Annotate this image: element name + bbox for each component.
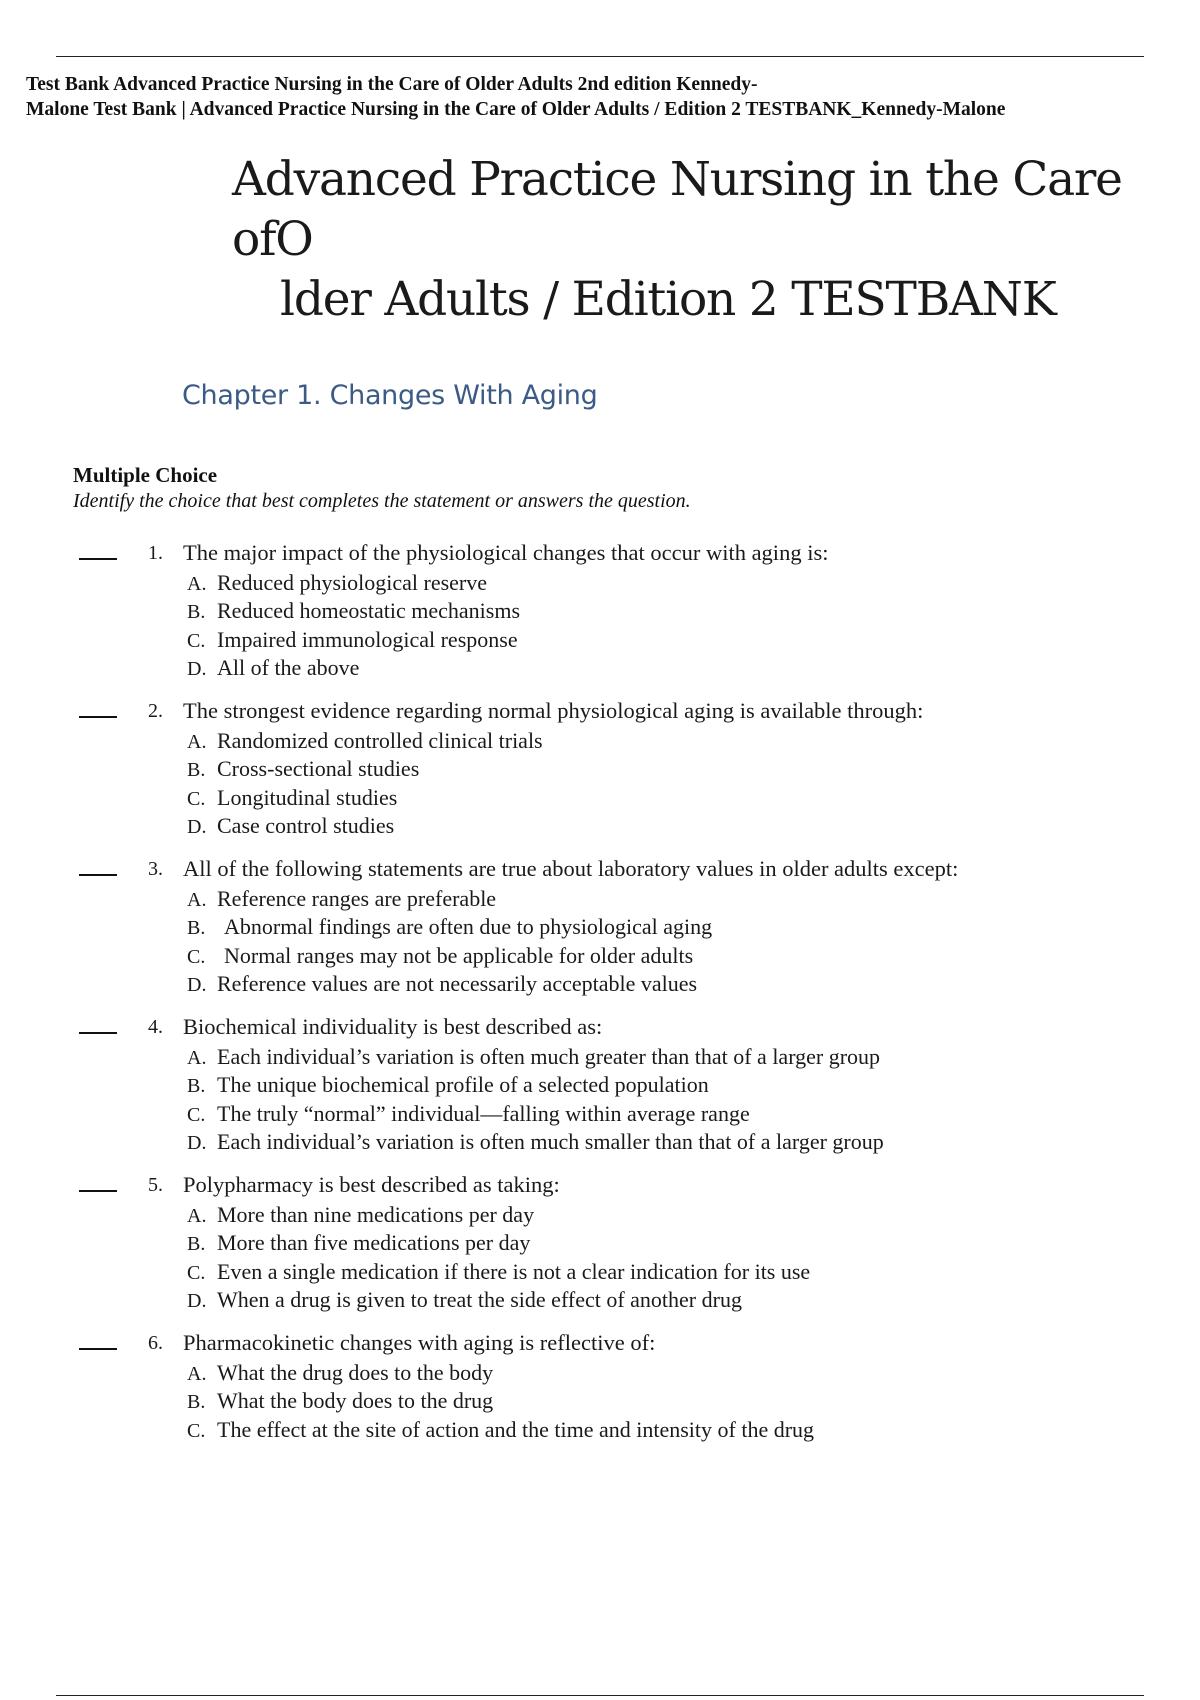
choice-letter: A.: [187, 1205, 207, 1227]
choice-letter: B.: [187, 1233, 206, 1256]
choice-text: When a drug is given to treat the side effect of another drug: [217, 1286, 742, 1312]
choice-text: Reference ranges are preferable: [217, 886, 497, 911]
document-title: [232, 150, 1132, 330]
choice-letter: B.: [187, 917, 206, 940]
choice-c: [187, 942, 712, 970]
choice-letter: B.: [187, 1075, 206, 1098]
choice-b: [187, 1071, 884, 1099]
choice-b: [187, 1229, 810, 1257]
choice-text: Reduced homeostatic mechanisms: [217, 598, 521, 624]
choice-c: [187, 1258, 810, 1286]
choice-text: The unique biochemical profile of a selected population: [217, 1072, 709, 1098]
choice-text: All of the above: [217, 654, 360, 680]
choice-list: [187, 1359, 814, 1444]
choice-letter: B.: [187, 759, 206, 782]
choice-list: [187, 1043, 884, 1156]
choice-letter: D.: [187, 973, 207, 996]
choice-d: [187, 970, 712, 998]
choice-letter: C.: [187, 1261, 206, 1284]
choice-d: [187, 1128, 884, 1156]
header-note-line-2: Malone Test Bank | Advanced Practice Nursing in the Care of Older Adults / Edition 2 TESTBANK_Kennedy-Malone: [26, 99, 1006, 120]
choice-list: [187, 885, 712, 998]
choice-text: What the drug does to the body: [217, 1360, 494, 1385]
choice-text: The effect at the site of action and the time and intensity of the drug: [217, 1416, 815, 1442]
section-label: Multiple Choice: [73, 463, 218, 487]
bottom-rule: [56, 1695, 1144, 1696]
choice-text: Case control studies: [217, 812, 395, 838]
choice-text: Cross-sectional studies: [217, 756, 420, 782]
choice-letter: D.: [187, 1131, 207, 1154]
choice-text: More than nine medications per day: [217, 1202, 535, 1227]
choice-letter: A.: [187, 1363, 207, 1385]
choice-c: [187, 626, 520, 654]
answer-blank[interactable]: [79, 1348, 117, 1350]
choice-text: Impaired immunological response: [217, 626, 518, 652]
choice-a: [187, 1043, 884, 1071]
choice-a: [187, 1201, 810, 1229]
choice-c: [187, 1100, 884, 1128]
choice-list: [187, 727, 543, 840]
choice-list: [187, 1201, 810, 1314]
top-rule: [56, 56, 1144, 57]
question-number: 4.: [148, 1016, 163, 1038]
choice-b: [187, 1387, 814, 1415]
choice-text: Each individual’s variation is often much smaller than that of a larger group: [217, 1128, 884, 1154]
answer-blank[interactable]: [79, 1190, 117, 1192]
choice-text: Reference values are not necessarily acceptable values: [217, 970, 698, 996]
question-stem: The strongest evidence regarding normal physiological aging is available through:: [183, 698, 924, 723]
choice-letter: C.: [187, 945, 206, 968]
answer-blank[interactable]: [79, 716, 117, 718]
choice-letter: D.: [187, 815, 207, 838]
question-stem: Pharmacokinetic changes with aging is reflective of:: [183, 1330, 656, 1355]
choice-letter: D.: [187, 1289, 207, 1312]
choice-letter: C.: [187, 629, 206, 652]
header-note-line-1: Test Bank Advanced Practice Nursing in the Care of Older Adults 2nd edition Kennedy-: [26, 74, 758, 95]
choice-text: The truly “normal” individual—falling within average range: [217, 1100, 750, 1126]
choice-letter: C.: [187, 787, 206, 810]
answer-blank[interactable]: [79, 874, 117, 876]
answer-blank[interactable]: [79, 558, 117, 560]
choice-letter: A.: [187, 573, 207, 595]
choice-d: [187, 1286, 810, 1314]
question-stem: Biochemical individuality is best described as:: [183, 1014, 603, 1039]
choice-text: Normal ranges may not be applicable for older adults: [224, 942, 694, 968]
choice-b: [187, 755, 543, 783]
document-title-line-2: lder Adults / Edition 2 TESTBANK: [280, 272, 1056, 327]
answer-blank[interactable]: [79, 1032, 117, 1034]
question-number: 2.: [148, 700, 163, 722]
choice-text: Abnormal findings are often due to physiological aging: [224, 914, 713, 940]
choice-a: [187, 727, 543, 755]
choice-letter: D.: [187, 657, 207, 680]
document-title-line-1: Advanced Practice Nursing in the Care ofO: [232, 152, 1122, 267]
section-instructions: Identify the choice that best completes the statement or answers the question.: [73, 490, 691, 512]
choice-list: [187, 569, 520, 682]
choice-letter: B.: [187, 601, 206, 624]
choice-text: Reduced physiological reserve: [217, 570, 488, 595]
choice-letter: A.: [187, 889, 207, 911]
choice-text: Longitudinal studies: [217, 784, 398, 810]
question-number: 1.: [148, 542, 163, 564]
choice-a: [187, 1359, 814, 1387]
chapter-heading: Chapter 1. Changes With Aging: [182, 380, 598, 411]
question-stem: All of the following statements are true about laboratory values in older adults except:: [183, 856, 959, 881]
choice-a: [187, 885, 712, 913]
choice-letter: A.: [187, 1047, 207, 1069]
choice-text: Randomized controlled clinical trials: [217, 728, 543, 753]
choice-b: [187, 913, 712, 941]
choice-text: More than five medications per day: [217, 1230, 531, 1256]
question-stem: The major impact of the physiological changes that occur with aging is:: [183, 540, 829, 565]
choice-text: What the body does to the drug: [217, 1388, 494, 1414]
choice-letter: B.: [187, 1391, 206, 1414]
question-number: 5.: [148, 1174, 163, 1196]
choice-text: Even a single medication if there is not a clear indication for its use: [217, 1258, 811, 1284]
choice-d: [187, 654, 520, 682]
question-number: 6.: [148, 1332, 163, 1354]
choice-b: [187, 597, 520, 625]
choice-letter: A.: [187, 731, 207, 753]
header-note: [26, 72, 1166, 122]
choice-c: [187, 784, 543, 812]
choice-a: [187, 569, 520, 597]
choice-d: [187, 812, 543, 840]
choice-letter: C.: [187, 1419, 206, 1442]
choice-c: [187, 1416, 814, 1444]
question-number: 3.: [148, 858, 163, 880]
choice-letter: C.: [187, 1103, 206, 1126]
choice-text: Each individual’s variation is often much greater than that of a larger group: [217, 1044, 881, 1069]
question-stem: Polypharmacy is best described as taking:: [183, 1172, 560, 1197]
